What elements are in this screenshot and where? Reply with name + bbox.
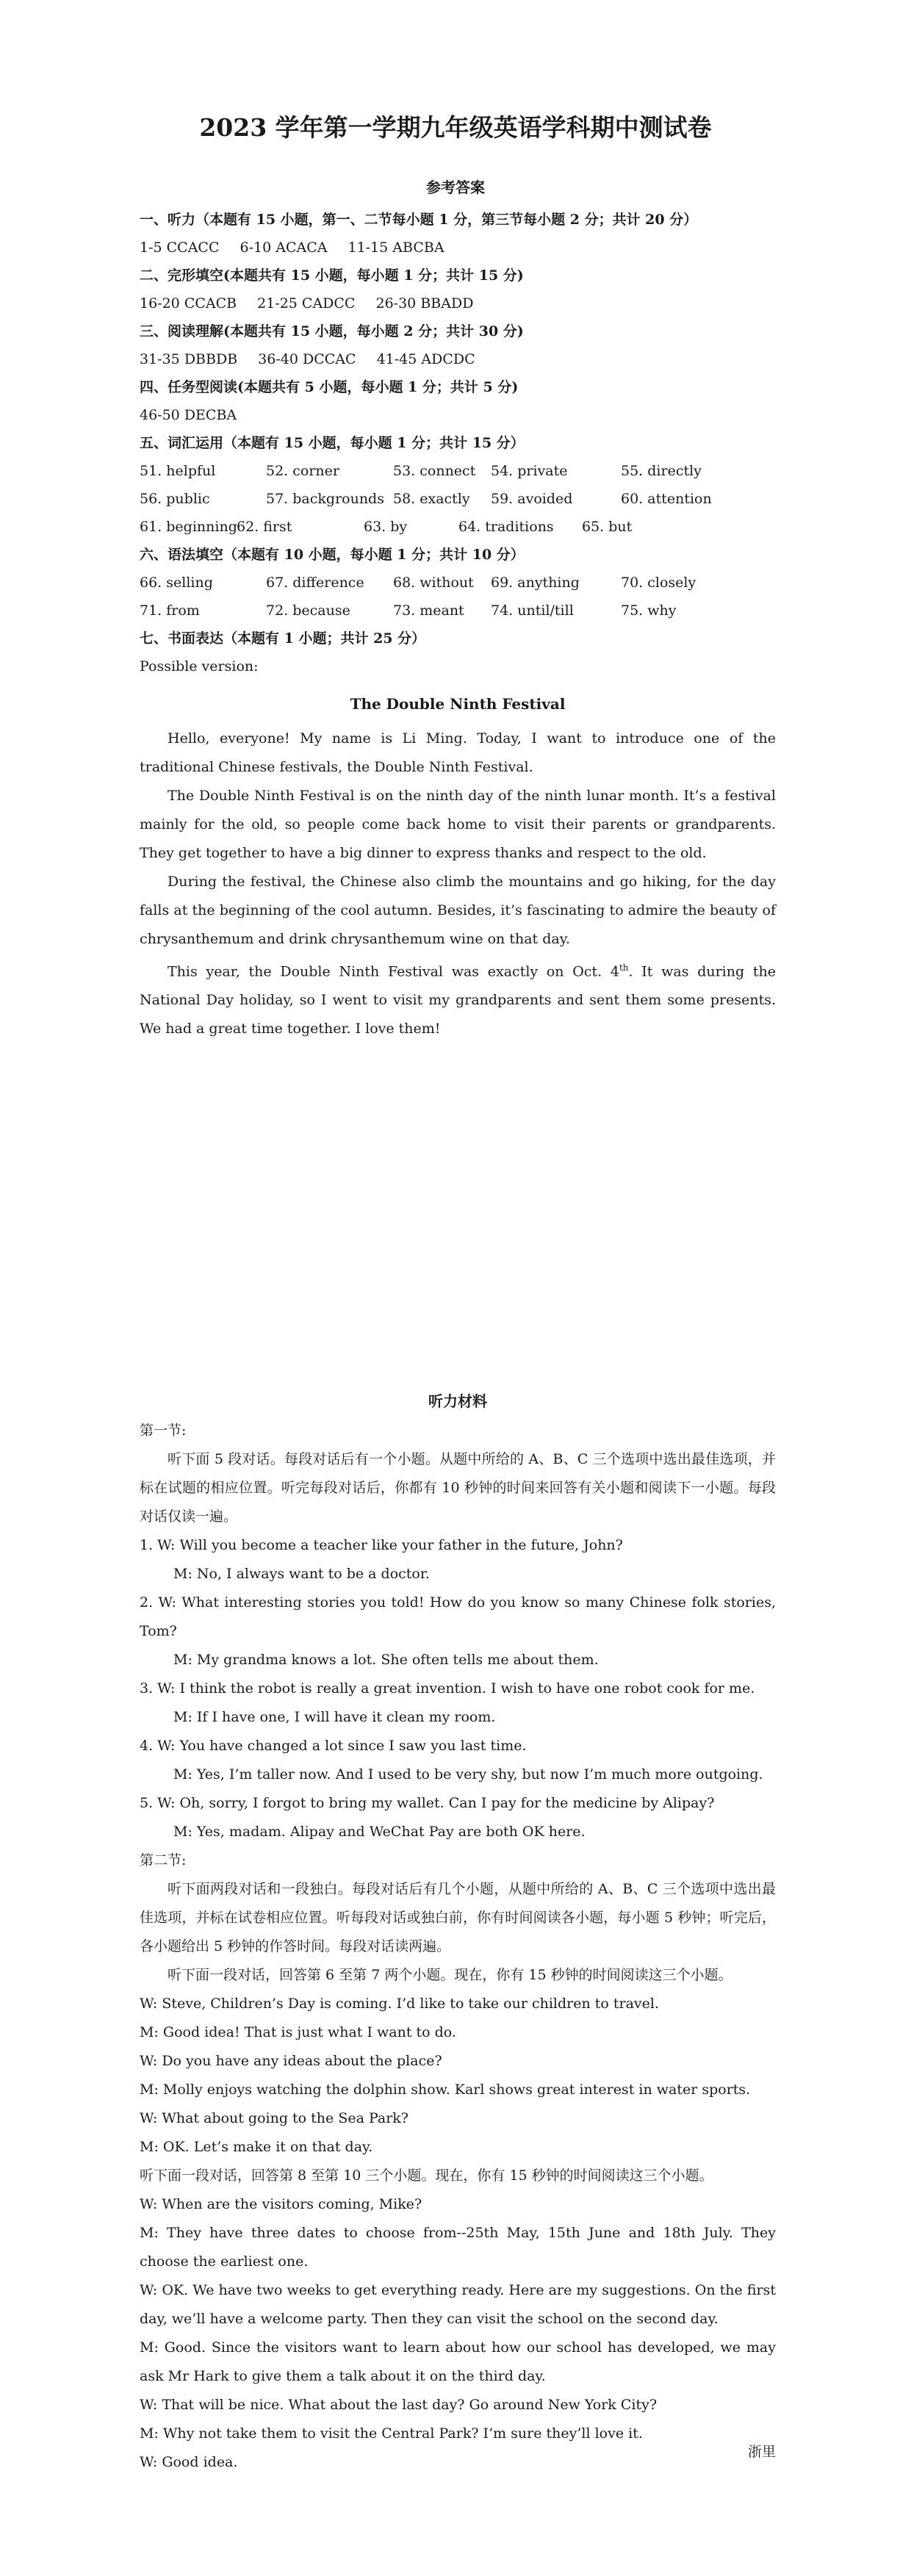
dialog-line: W: Do you have any ideas about the place? [140,2053,442,2069]
dialog-line: W: That will be nice. What about the last day? Go around New York City? [140,2397,658,2413]
vocab-answer: 65. but [582,519,633,535]
essay-paragraph: Hello, everyone! My name is Li Ming. Today, I want to introduce one of the traditional Chinese festivals, the Double Ninth Festival. [140,730,776,775]
section-heading-writing: 七、书面表达（本题有 1 小题；共计 25 分） [140,630,426,647]
grammar-row [140,597,776,625]
dialog-line: W: Good idea. [140,2454,238,2470]
vocab-answer: 64. traditions [458,519,554,535]
grammar-answer: 69. anything [491,575,580,591]
answer-group: 1-5 CCACC [140,240,220,256]
dialog-line: M: OK. Let’s make it on that day. [140,2139,373,2155]
section-heading-cloze: 二、完形填空(本题共有 15 小题，每小题 1 分；共计 15 分) [140,267,524,284]
listening-title: 听力材料 [428,1392,487,1410]
answer-group: 41-45 ADCDC [376,351,475,367]
listening-material [140,1386,776,2477]
dialog-line: 4. W: You have changed a lot since I saw you last time. [140,1738,527,1754]
section-heading-reading: 三、阅读理解(本题共有 15 小题，每小题 2 分；共计 30 分) [140,323,524,339]
dialog-line: W: What about going to the Sea Park? [140,2110,408,2126]
grammar-answer: 67. difference [266,575,364,591]
vocab-answer: 52. corner [266,463,339,479]
vocab-answer: 56. public [140,491,210,507]
answer-group: 36-40 DCCAC [258,351,356,367]
dialog-line: 3. W: I think the robot is really a great invention. I wish to have one robot cook for me. [140,1680,755,1697]
answer-group: 26-30 BBADD [375,295,474,312]
listening-instructions: 听下面 5 段对话。每段对话后有一个小题。从题中所给的 A、B、C 三个选项中选出最佳选项，并标在试题的相应位置。听完每段对话后，你都有 10 秒钟的时间来回答有关小题和阅读下一小题。每段对话仅读一遍。 [140,1451,776,1525]
answer-group: 46-50 DECBA [140,407,237,423]
vocab-answer: 62. first [237,519,292,535]
section-heading-vocabulary: 五、词汇运用（本题有 15 小题，每小题 1 分；共计 15 分） [140,435,525,451]
vocab-answer: 55. directly [621,463,702,479]
grammar-answer: 73. meant [393,602,464,619]
dialog-line: 2. W: What interesting stories you told! How do you know so many Chinese folk stories, Tom? [140,1594,776,1639]
grammar-answer: 71. from [140,602,200,619]
listening-part-label: 第二节: [140,1852,187,1868]
vocab-answer: 60. attention [621,491,712,507]
answer-key-subtitle: 参考答案 [426,179,485,196]
vocab-answer: 63. by [364,519,408,535]
vocabulary-row [140,485,776,513]
dialog-line: W: Steve, Children’s Day is coming. I’d like to take our children to travel. [140,1996,660,2012]
answer-row [140,401,776,429]
vocab-answer: 57. backgrounds [266,491,384,507]
grammar-answer: 72. because [266,602,350,619]
answer-row [140,289,776,317]
essay-paragraph-last [140,954,776,1043]
dialog-line: M: No, I always want to be a doctor. [173,1566,430,1582]
vocab-answer: 58. exactly [393,491,470,507]
ordinal-suffix: th [619,963,629,973]
dialog-line: M: Yes, I’m taller now. And I used to be very shy, but now I’m much more outgoing. [173,1766,763,1782]
grammar-answer: 66. selling [140,575,213,591]
dialog-line: M: Why not take them to visit the Central Park? I’m sure they’ll love it. [140,2425,643,2442]
conversation-intro: 听下面一段对话，回答第 8 至第 10 三个小题。现在，你有 15 秒钟的时间阅读这三个小题。 [140,2167,713,2184]
vocab-answer: 51. helpful [140,463,216,479]
grammar-row [140,569,776,597]
vocab-answer: 59. avoided [491,491,573,507]
page-title: 2023 学年第一学期九年级英语学科期中测试卷 [199,113,712,142]
vocab-answer: 54. private [491,463,568,479]
answer-group: 21-25 CADCC [257,295,356,312]
dialog-line: 5. W: Oh, sorry, I forgot to bring my wallet. Can I pay for the medicine by Alipay? [140,1795,715,1811]
answer-group: 16-20 CCACB [140,295,237,312]
essay-paragraph: During the festival, the Chinese also climb the mountains and go hiking, for the day falls at the beginning of the cool autumn. Besides, it’s fascinating to admire the beauty of chrysanthemum and drink chrysanthemum wine on that day. [140,874,776,947]
dialog-line: M: Good idea! That is just what I want to do. [140,2024,456,2040]
dialog-line: M: If I have one, I will have it clean my room. [173,1709,496,1725]
essay-paragraph: The Double Ninth Festival is on the ninth day of the ninth lunar month. It’s a festival mainly for the old, so people come back home to visit their parents or grandparents. They get together to have a big dinner to express thanks and respect to the old. [140,788,776,861]
section-heading-grammar: 六、语法填空（本题有 10 小题，每小题 1 分；共计 10 分） [140,547,525,563]
vocabulary-row [140,457,776,485]
dialog-line: 1. W: Will you become a teacher like your father in the future, John? [140,1537,623,1553]
answer-group: 31-35 DBBDB [140,351,238,367]
essay-text: . It was during the National Day holiday, so I went to visit my grandparents and sent them some presents. We had a great time together. I love them! [140,963,776,1037]
dialog-line: M: My grandma knows a lot. She often tells me about them. [173,1652,599,1668]
dialog-line: M: Yes, madam. Alipay and WeChat Pay are both OK here. [173,1824,586,1840]
grammar-answer: 75. why [621,602,677,619]
footer-watermark: 浙里 [747,2444,776,2460]
answer-row [140,345,776,373]
essay-title: The Double Ninth Festival [350,695,566,713]
grammar-answer: 68. without [393,575,474,591]
dialog-line: W: OK. We have two weeks to get everything ready. Here are my suggestions. On the first day, we’ll have a welcome party. Then they can visit the school on the second day. [140,2282,776,2327]
vocab-answer: 61. beginning [140,519,237,535]
vocab-answer: 53. connect [393,463,476,479]
answer-group: 11-15 ABCBA [348,240,444,256]
listening-instructions: 听下面两段对话和一段独白。每段对话后有几个小题，从题中所给的 A、B、C 三个选项中选出最佳选项，并标在试卷相应位置。听每段对话或独白前，你有时间阅读各小题，每小题 5 秒钟；听完后，各小题给出 5 秒钟的作答时间。每段对话读两遍。 [140,1881,776,1954]
dialog-line: M: Molly enjoys watching the dolphin show. Karl shows great interest in water sports. [140,2082,751,2098]
answer-group: 6-10 ACACA [240,240,328,256]
possible-version-label: Possible version: [140,658,259,674]
dialog-line: W: When are the visitors coming, Mike? [140,2196,422,2212]
grammar-answer: 70. closely [621,575,696,591]
answer-key [140,206,776,1043]
essay-text: This year, the Double Ninth Festival was exactly on Oct. 4 [168,963,619,980]
dialog-line: M: They have three dates to choose from--25th May, 15th June and 18th July. They choose the earliest one. [140,2225,776,2270]
grammar-answer: 74. until/till [491,602,574,619]
conversation-intro: 听下面一段对话，回答第 6 至第 7 两个小题。现在，你有 15 秒钟的时间阅读这三个小题。 [168,1967,732,1983]
section-heading-listening: 一、听力（本题有 15 小题，第一、二节每小题 1 分，第三节每小题 2 分；共计 20 分） [140,212,698,228]
answer-row [140,234,776,262]
vocabulary-row [140,513,776,541]
section-heading-task-reading: 四、任务型阅读(本题共有 5 小题，每小题 1 分；共计 5 分) [140,379,519,395]
dialog-line: M: Good. Since the visitors want to learn about how our school has developed, we may ask Mr Hark to give them a talk about it on the third day. [140,2339,776,2384]
listening-part-label: 第一节: [140,1422,187,1439]
